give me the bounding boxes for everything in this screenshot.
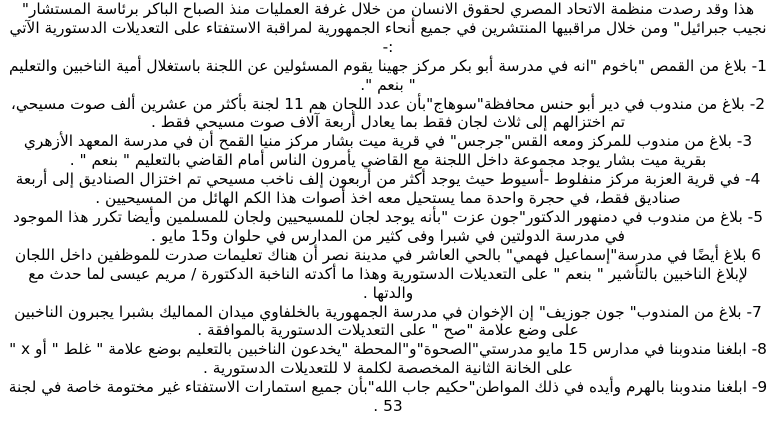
- report-item-4: 4- في قرية العزبة مركز منفلوط -أسيوط حيث يوجد أكثر من أربعون إلف ناخب مسيحي تم اختزال الصناديق إلى أربعة صناديق فقط، في حجرة واحدة مما يستحيل معه اخذ أصوات هذا الكم الهائل من المسيحيين .: [15, 170, 761, 208]
- report-item-9: 9- ابلغنا مندوبنا بالهرم وأيده في ذلك المواطن"حكيم جاب الله"بأن جميع استمارات الاستفتاء غير مختومة خاصة في لجنة 53 .: [8, 378, 768, 416]
- report-item-2: 2- بلاغ من مندوب في دير أبو حنس محافظة"سوهاج"بأن عدد اللجان هم 11 لجنة بأكثر من عشرين ألف صوت مسيحي، تم اختزالهم إلى ثلاث لجان فقط بما يعادل أربعة آلاف صوت مسيحي فقط .: [10, 94, 766, 132]
- report-item-3: 3- بلاغ من مندوب للمركز ومعه القس"جرجس" في قرية ميت بشار مركز منيا القمح أن في مدرسة المعهد الأزهري بقرية ميت بشار يوجد مجموعة داخل اللجنة مع القاضي يأمرون الناس أمام القاضي بالتعليم " بنعم " .: [23, 132, 753, 170]
- intro-paragraph: هذا وقد رصدت منظمة الاتحاد المصري لحقوق الانسان من خلال غرفة العمليات منذ الصباح الباكر برئاسة المستشار" نجيب جبرائيل" ومن خلال مراقبيها المنتشرين في جميع أنحاء الجمهورية لمراقبة الاستفتاء على التعديلات الدستورية الآتي :-: [9, 0, 767, 56]
- report-item-1: 1- بلاغ من القمص "باخوم "انه في مدرسة أبو بكر مركز جهينا يقوم المسئولين عن اللجنة باستغلال أمية الناخبين والتعليم " بنعم ".: [9, 56, 767, 94]
- report-item-7: 7- بلاغ من المندوب" جون جوزيف" إن الإخوان في مدرسة الجمهورية بالخلفاوي ميدان المماليك بشبرا يجبرون الناخبين على وضع علامة "صح " على التعديلات الدستورية بالموافقة .: [14, 302, 762, 340]
- report-item-6: 6 بلاغ أيضًا في مدرسة"إسماعيل فهمي" بالحي العاشر في مدينة نصر أن هناك تعليمات صدرت للموظفين داخل اللجان لإبلاغ الناخبين بالتأشير " بنعم " على التعديلات الدستورية وهذا ما أكدته الناخبة الدكتورة / مريم عيسى لما حدث مع والدتها .: [14, 245, 762, 302]
- report-item-5: 5- بلاغ من مندوب في دمنهور الدكتور"جون عزت "بأنه يوجد لجان للمسيحيين ولجان للمسلمين وأيضا تكرر هذا الموجود في مدرسة الدولتين في شبرا وفى كثير من المدارس في حلوان و15 مايو .: [12, 207, 763, 245]
- report-item-8: 8- ابلغنا مندوبنا في مدارس 15 مايو مدرستي"الصحوة"و"المحطة "يخدعون الناخبين بالتعليم بوضع علامة " غلط " أو x " على الخانة الثانية المخصصة لكلمة لا للتعديلات الدستورية .: [9, 340, 767, 378]
